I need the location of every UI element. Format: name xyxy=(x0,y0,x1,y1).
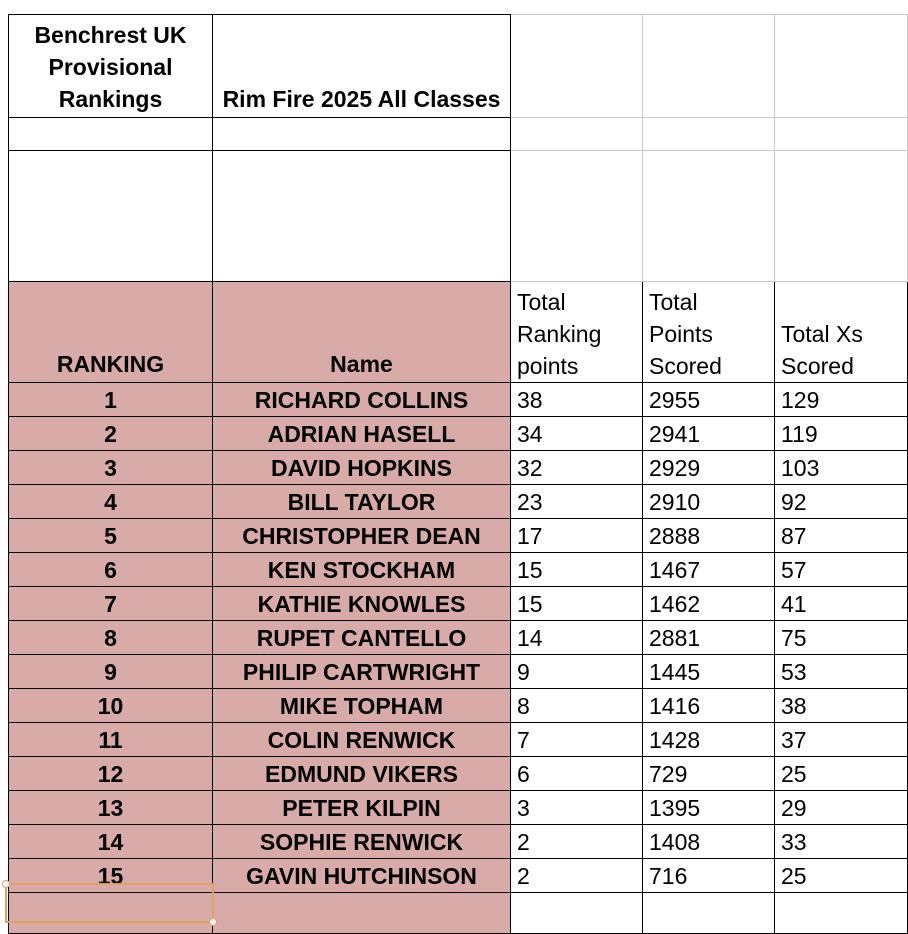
header-line: points xyxy=(517,353,579,379)
ranking-header[interactable]: RANKING xyxy=(9,282,213,383)
ranking-points-cell[interactable]: 38 xyxy=(511,383,643,417)
rank-cell[interactable]: 9 xyxy=(9,655,213,689)
ranking-points-cell[interactable]: 32 xyxy=(511,451,643,485)
title-cell[interactable] xyxy=(9,15,213,118)
header-line: Points xyxy=(649,321,713,347)
rank-cell[interactable]: 12 xyxy=(9,757,213,791)
xs-scored-cell[interactable]: 38 xyxy=(775,689,908,723)
subtitle-cell[interactable] xyxy=(213,15,511,118)
empty-cell[interactable] xyxy=(9,151,213,282)
xs-scored-cell[interactable]: 29 xyxy=(775,791,908,825)
rank-cell[interactable]: 6 xyxy=(9,553,213,587)
points-scored-cell[interactable]: 2941 xyxy=(643,417,775,451)
points-scored-cell[interactable]: 2881 xyxy=(643,621,775,655)
points-scored-header[interactable] xyxy=(643,282,775,383)
ranking-points-header[interactable] xyxy=(511,282,643,383)
ranking-points-cell[interactable]: 23 xyxy=(511,485,643,519)
empty-cell[interactable] xyxy=(643,118,775,151)
name-cell[interactable]: PHILIP CARTWRIGHT xyxy=(213,655,511,689)
xs-scored-cell[interactable]: 92 xyxy=(775,485,908,519)
ranking-points-cell[interactable]: 15 xyxy=(511,553,643,587)
header-line: Ranking xyxy=(517,321,602,347)
header-row xyxy=(9,282,908,383)
ranking-points-cell[interactable]: 8 xyxy=(511,689,643,723)
ranking-points-cell[interactable]: 34 xyxy=(511,417,643,451)
empty-cell[interactable] xyxy=(213,893,511,934)
name-cell[interactable]: RICHARD COLLINS xyxy=(213,383,511,417)
name-cell[interactable]: ADRIAN HASELL xyxy=(213,417,511,451)
rank-cell[interactable]: 2 xyxy=(9,417,213,451)
xs-scored-cell[interactable]: 25 xyxy=(775,859,908,893)
blank-row xyxy=(9,118,908,151)
header-line: Scored xyxy=(781,353,854,379)
table-row xyxy=(9,553,908,587)
rank-cell[interactable]: 1 xyxy=(9,383,213,417)
xs-scored-cell[interactable]: 129 xyxy=(775,383,908,417)
rank-cell[interactable]: 5 xyxy=(9,519,213,553)
blank-row xyxy=(9,151,908,282)
points-scored-cell[interactable]: 729 xyxy=(643,757,775,791)
xs-scored-header[interactable] xyxy=(775,282,908,383)
ranking-points-cell[interactable]: 15 xyxy=(511,587,643,621)
points-scored-cell[interactable]: 1445 xyxy=(643,655,775,689)
table-row xyxy=(9,587,908,621)
rank-cell[interactable]: 10 xyxy=(9,689,213,723)
name-cell[interactable]: MIKE TOPHAM xyxy=(213,689,511,723)
header-line: Scored xyxy=(649,353,722,379)
points-scored-cell[interactable]: 2929 xyxy=(643,451,775,485)
rank-cell[interactable]: 14 xyxy=(9,825,213,859)
selection-handle[interactable] xyxy=(209,918,217,926)
xs-scored-cell[interactable]: 37 xyxy=(775,723,908,757)
empty-cell[interactable] xyxy=(775,151,908,282)
ranking-points-cell[interactable]: 2 xyxy=(511,825,643,859)
points-scored-cell[interactable]: 1416 xyxy=(643,689,775,723)
name-cell[interactable]: EDMUND VIKERS xyxy=(213,757,511,791)
xs-scored-cell[interactable]: 87 xyxy=(775,519,908,553)
rank-cell[interactable]: 4 xyxy=(9,485,213,519)
table-row xyxy=(9,417,908,451)
empty-cell[interactable] xyxy=(775,15,908,118)
spreadsheet xyxy=(8,14,908,934)
points-scored-cell[interactable]: 2888 xyxy=(643,519,775,553)
table-row xyxy=(9,825,908,859)
table-row xyxy=(9,723,908,757)
name-cell[interactable]: RUPET CANTELLO xyxy=(213,621,511,655)
rank-cell[interactable]: 11 xyxy=(9,723,213,757)
cell-selection[interactable] xyxy=(5,883,214,923)
title-line-1: Benchrest UK xyxy=(34,22,187,48)
empty-cell[interactable] xyxy=(9,118,213,151)
rank-cell[interactable]: 15 xyxy=(9,859,213,893)
points-scored-cell[interactable]: 2955 xyxy=(643,383,775,417)
table-row xyxy=(9,485,908,519)
header-line: Total xyxy=(517,289,566,315)
table-row xyxy=(9,689,908,723)
name-cell[interactable]: SOPHIE RENWICK xyxy=(213,825,511,859)
xs-scored-cell[interactable]: 103 xyxy=(775,451,908,485)
points-scored-cell[interactable]: 1462 xyxy=(643,587,775,621)
points-scored-cell[interactable]: 1467 xyxy=(643,553,775,587)
name-cell[interactable]: DAVID HOPKINS xyxy=(213,451,511,485)
points-scored-cell[interactable]: 1408 xyxy=(643,825,775,859)
selection-handle[interactable] xyxy=(2,880,10,888)
table-row xyxy=(9,383,908,417)
table-row xyxy=(9,621,908,655)
rankings-table xyxy=(8,14,908,934)
xs-scored-cell[interactable]: 41 xyxy=(775,587,908,621)
empty-cell[interactable] xyxy=(643,15,775,118)
empty-cell[interactable] xyxy=(643,151,775,282)
name-cell[interactable]: BILL TAYLOR xyxy=(213,485,511,519)
table-row xyxy=(9,451,908,485)
empty-cell[interactable] xyxy=(511,15,643,118)
subtitle: Rim Fire 2025 All Classes xyxy=(222,86,501,112)
name-cell[interactable]: PETER KILPIN xyxy=(213,791,511,825)
ranking-points-cell[interactable]: 14 xyxy=(511,621,643,655)
empty-cell[interactable] xyxy=(511,151,643,282)
name-cell[interactable]: COLIN RENWICK xyxy=(213,723,511,757)
xs-scored-cell[interactable]: 75 xyxy=(775,621,908,655)
points-scored-cell[interactable]: 1395 xyxy=(643,791,775,825)
table-row xyxy=(9,519,908,553)
title-line-3: Rankings xyxy=(58,86,163,112)
empty-cell[interactable] xyxy=(775,893,908,934)
header-line: Total xyxy=(649,289,698,315)
name-cell[interactable]: KEN STOCKHAM xyxy=(213,553,511,587)
points-scored-cell[interactable]: 1428 xyxy=(643,723,775,757)
rank-cell[interactable]: 3 xyxy=(9,451,213,485)
xs-scored-cell[interactable]: 53 xyxy=(775,655,908,689)
ranking-points-cell[interactable]: 6 xyxy=(511,757,643,791)
title-line-2: Provisional xyxy=(48,54,173,80)
empty-cell[interactable] xyxy=(511,118,643,151)
empty-cell[interactable] xyxy=(511,893,643,934)
xs-scored-cell[interactable]: 57 xyxy=(775,553,908,587)
title-row xyxy=(9,15,908,118)
empty-cell[interactable] xyxy=(775,118,908,151)
ranking-points-cell[interactable]: 3 xyxy=(511,791,643,825)
points-scored-cell[interactable]: 716 xyxy=(643,859,775,893)
rank-cell[interactable]: 8 xyxy=(9,621,213,655)
empty-cell[interactable] xyxy=(213,118,511,151)
table-row xyxy=(9,655,908,689)
ranking-points-cell[interactable]: 17 xyxy=(511,519,643,553)
ranking-points-cell[interactable]: 9 xyxy=(511,655,643,689)
table-row xyxy=(9,757,908,791)
name-cell[interactable]: CHRISTOPHER DEAN xyxy=(213,519,511,553)
empty-cell[interactable] xyxy=(643,893,775,934)
name-cell[interactable]: KATHIE KNOWLES xyxy=(213,587,511,621)
table-row xyxy=(9,791,908,825)
name-header[interactable]: Name xyxy=(213,282,511,383)
points-scored-cell[interactable]: 2910 xyxy=(643,485,775,519)
xs-scored-cell[interactable]: 119 xyxy=(775,417,908,451)
rank-cell[interactable]: 13 xyxy=(9,791,213,825)
ranking-points-cell[interactable]: 7 xyxy=(511,723,643,757)
rank-cell[interactable]: 7 xyxy=(9,587,213,621)
xs-scored-cell[interactable]: 25 xyxy=(775,757,908,791)
xs-scored-cell[interactable]: 33 xyxy=(775,825,908,859)
ranking-points-cell[interactable]: 2 xyxy=(511,859,643,893)
name-cell[interactable]: GAVIN HUTCHINSON xyxy=(213,859,511,893)
empty-cell[interactable] xyxy=(213,151,511,282)
header-line: Total Xs xyxy=(781,321,863,347)
